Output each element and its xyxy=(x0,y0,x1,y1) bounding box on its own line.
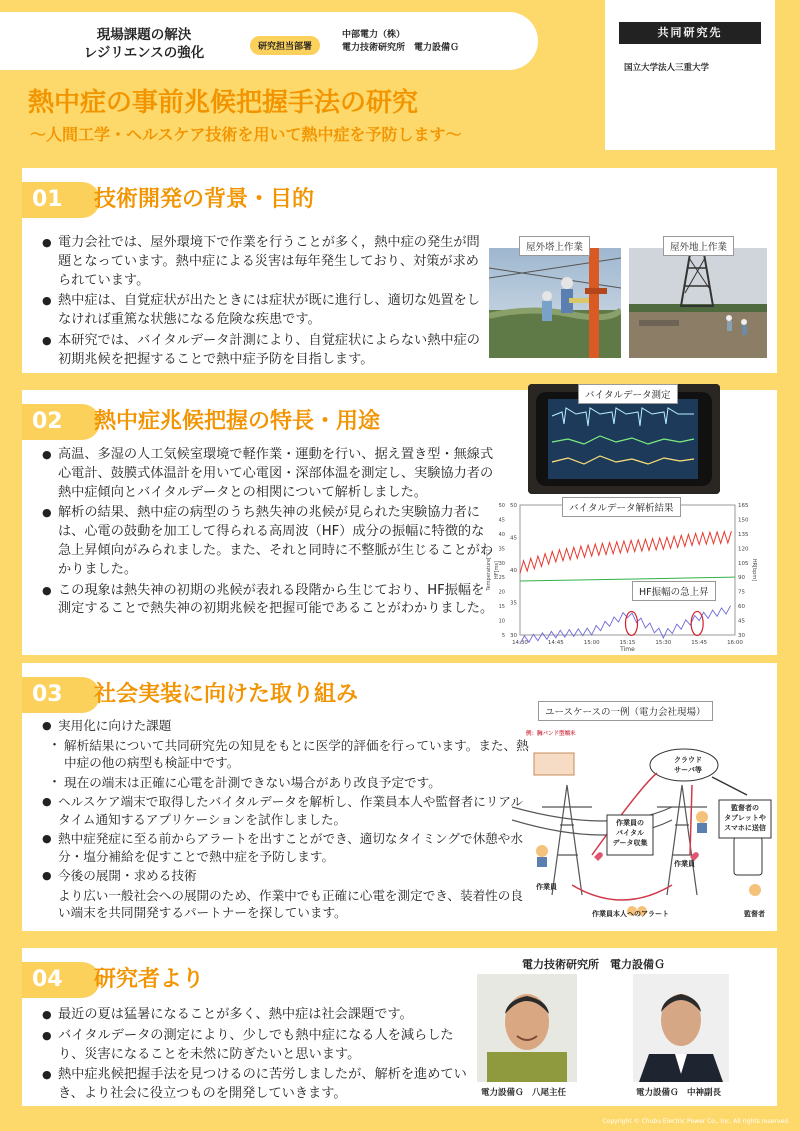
section-title: 社会実装に向けた取り組み xyxy=(94,682,359,707)
photo-tower-work xyxy=(489,248,621,358)
dept-badge: 研究担当部署 xyxy=(250,36,320,55)
bullet-list xyxy=(42,717,532,924)
photo-researcher-2 xyxy=(633,974,729,1082)
diagram-supervisor-name: 監督者 xyxy=(744,910,765,918)
joint-research-label: 共同研究先 xyxy=(619,22,761,44)
x-tick-label: 14:45 xyxy=(547,640,564,646)
section-number: 02 xyxy=(22,404,100,440)
x-axis-label: Time xyxy=(620,646,635,653)
diagram-worker-right: 作業員 xyxy=(674,860,695,868)
y-left2-tick-label: 5 xyxy=(501,633,505,639)
chart-caption: バイタルデータ解析結果 xyxy=(562,497,681,517)
y-left2-tick-label: 50 xyxy=(498,503,505,509)
bullet-item: ● 実用化に向けた課題 xyxy=(42,717,532,735)
x-tick-label: 15:45 xyxy=(691,640,708,646)
photo-ground-work xyxy=(629,248,767,358)
diagram-caption: ユースケースの一例（電力会社現場） xyxy=(538,701,713,721)
x-tick-label: 15:30 xyxy=(655,640,672,646)
y-left-tick-label: 50 xyxy=(510,503,517,509)
section-number: 01 xyxy=(22,182,100,218)
y-right-tick-label: 120 xyxy=(738,546,749,553)
x-tick-label: 15:15 xyxy=(619,640,636,646)
y-left2-tick-label: 20 xyxy=(498,589,505,596)
bullet-item: ● ヘルスケア端末で取得したバイタルデータを解析し、作業員本人や監督者にリアルタイム通知するアプリケーションを試作しました。 xyxy=(42,793,532,828)
y-left2-axis-label: HF[ms] xyxy=(494,560,500,580)
photo-researcher-1 xyxy=(477,974,577,1082)
diagram-cloud-label: クラウド サーバ等 xyxy=(674,756,702,774)
theme-line-2: レジリエンスの強化 xyxy=(83,45,205,61)
bullet-list xyxy=(42,1006,472,1106)
researcher-1-name: 電力設備Ｇ 八尾主任 xyxy=(481,1088,567,1098)
y-left2-tick-label: 10 xyxy=(498,618,505,625)
x-tick-label: 15:00 xyxy=(583,640,600,646)
section-01 xyxy=(22,168,777,373)
y-right-tick-label: 45 xyxy=(738,618,745,625)
bullet-item: ● 電力会社では、屋外環境下で作業を行うことが多く，熱中症の発生が問題となっています。熱中症による災害は毎年発生しており、対策が求められています。 xyxy=(42,234,487,290)
section-number: 04 xyxy=(22,962,100,998)
diagram-alert-label: 作業員本人へのアラート xyxy=(592,910,669,918)
y-right-tick-label: 90 xyxy=(738,575,745,582)
x-tick-label: 16:00 xyxy=(727,640,743,646)
section-03 xyxy=(22,663,777,931)
bullet-list xyxy=(42,234,487,372)
bullet-item: ● 最近の夏は猛暑になることが多く、熱中症は社会課題です。 xyxy=(42,1006,472,1025)
y-left2-tick-label: 30 xyxy=(498,560,505,567)
diagram-collect-label: 作業員の バイタル データ収集 xyxy=(612,819,648,847)
dept-line-1: 中部電力（株） xyxy=(342,30,406,40)
y-left-tick-label: 30 xyxy=(510,633,517,639)
copyright: Copyright © Chubu Electric Power Co., Inc. All rights reserved. xyxy=(602,1118,790,1125)
bullet-item: ● 本研究では、バイタルデータ計測により、自覚症状によらない熱中症の初期兆候を把握することで熱中症予防を目指します。 xyxy=(42,332,487,370)
y-right-axis-label: HR[bpm] xyxy=(751,558,757,582)
y-right-tick-label: 150 xyxy=(738,517,749,524)
section-number: 03 xyxy=(22,677,100,713)
y-right-tick-label: 60 xyxy=(738,604,745,611)
theme-line-1: 現場課題の解決 xyxy=(96,27,192,43)
bullet-item: ● 熱中症兆候把握手法を見つけるのに苦労しましたが、解析を進めていき、より社会に役立つものを開発していきます。 xyxy=(42,1066,472,1104)
y-left2-tick-label: 35 xyxy=(498,546,505,553)
vital-chart-svg xyxy=(480,495,770,653)
y-left2-tick-label: 25 xyxy=(498,575,505,582)
diagram-supervisor-label: 監督者の タブレットや スマホに送信 xyxy=(724,804,766,832)
section-title: 研究者より xyxy=(94,967,205,992)
photo-caption-ground: 屋外地上作業 xyxy=(663,236,734,256)
bullet-item: ● 解析の結果、熱中症の病型のうち熱失神の兆候が見られた実験協力者には、心電の鼓動を加工して得られる高周波（HF）成分の振幅に特徴的な急上昇傾向がみられました。また、それと同時に不整脈が生じることがわかりました。 xyxy=(42,504,497,579)
y-left-tick-label: 40 xyxy=(510,568,517,574)
page-title: 熱中症の事前兆候把握手法の研究 xyxy=(28,88,419,118)
vital-chart xyxy=(480,495,770,653)
section-title: 熱中症兆候把握の特長・用途 xyxy=(94,409,381,434)
theme-label xyxy=(54,26,234,62)
joint-research-name: 国立大学法人三重大学 xyxy=(624,63,710,73)
section-title: 技術開発の背景・目的 xyxy=(94,187,315,212)
bullet-item: ● 今後の展開・求める技術 xyxy=(42,867,532,885)
y-right-tick-label: 30 xyxy=(738,633,745,639)
plain-item: より広い一般社会への展開のため、作業中でも正確に心電を測定でき、装着性の良い端末を共同開発するパートナーを探しています。 xyxy=(58,887,523,920)
y-right-tick-label: 105 xyxy=(738,560,749,567)
bullet-item: ● 熱中症発症に至る前からアラートを出すことができ、適切なタイミングで休憩や水分・塩分補給を促すことで熱中症を予防します。 xyxy=(42,830,532,865)
y-right-tick-label: 75 xyxy=(738,589,745,596)
researcher-affiliation: 電力技術研究所 電力設備Ｇ xyxy=(522,958,665,971)
dept-name xyxy=(342,29,459,55)
x-tick-label: 14:30 xyxy=(512,640,528,646)
bullet-item: ● バイタルデータの測定により、少しでも熱中症になる人を減らしたり、災害になることを未然に防ぎたいと思います。 xyxy=(42,1027,472,1065)
diagram-worker-left: 作業員 xyxy=(536,883,557,891)
page-subtitle: ～人間工学・ヘルスケア技術を用いて熱中症を予防します～ xyxy=(30,125,462,144)
photo-caption-vital: バイタルデータ測定 xyxy=(578,384,678,404)
diagram-band-label: 例：胸バンド型端末 xyxy=(526,731,576,737)
y-right-tick-label: 165 xyxy=(738,503,749,509)
y-left-axis-label: Temperature[℃] xyxy=(486,549,492,591)
y-left2-tick-label: 15 xyxy=(498,604,505,611)
y-left2-tick-label: 40 xyxy=(498,531,505,538)
dept-line-2: 電力技術研究所 電力設備Ｇ xyxy=(342,43,460,53)
y-left2-tick-label: 45 xyxy=(498,517,505,524)
photo-caption-tower: 屋外塔上作業 xyxy=(519,236,590,256)
bullet-item: ● 熱中症は、自覚症状が出たときには症状が既に進行し、適切な処置をしなければ重篤な状態になる危険な疾患です。 xyxy=(42,292,487,330)
bullet-item: ● 高温、多湿の人工気候室環境で軽作業・運動を行い、据え置き型・無線式心電計、鼓膜式体温計を用いて心電図・深部体温を測定し、実験協力者の熱中症傾向とバイタルデータとの相関について解析しました。 xyxy=(42,446,497,502)
y-left-tick-label: 45 xyxy=(510,535,517,542)
bullet-list xyxy=(42,446,497,621)
sub-item: ・ 解析結果について共同研究先の知見をもとに医学的評価を行っています。また、熱中症の他の病型も検証中です。 xyxy=(42,737,532,772)
sub-item: ・ 現在の端末は正確に心電を計測できない場合があり改良予定です。 xyxy=(42,774,532,792)
y-left-tick-label: 35 xyxy=(510,600,517,607)
chart-annotation: HF振幅の急上昇 xyxy=(632,581,716,601)
bullet-item: ● この現象は熱失神の初期の兆候が表れる段階から生じており、HF振幅を測定することで熱失神の初期兆候を把握可能であることがわかりました。 xyxy=(42,582,497,620)
researcher-2-name: 電力設備Ｇ 中神副長 xyxy=(636,1088,722,1098)
y-right-tick-label: 135 xyxy=(738,531,749,538)
